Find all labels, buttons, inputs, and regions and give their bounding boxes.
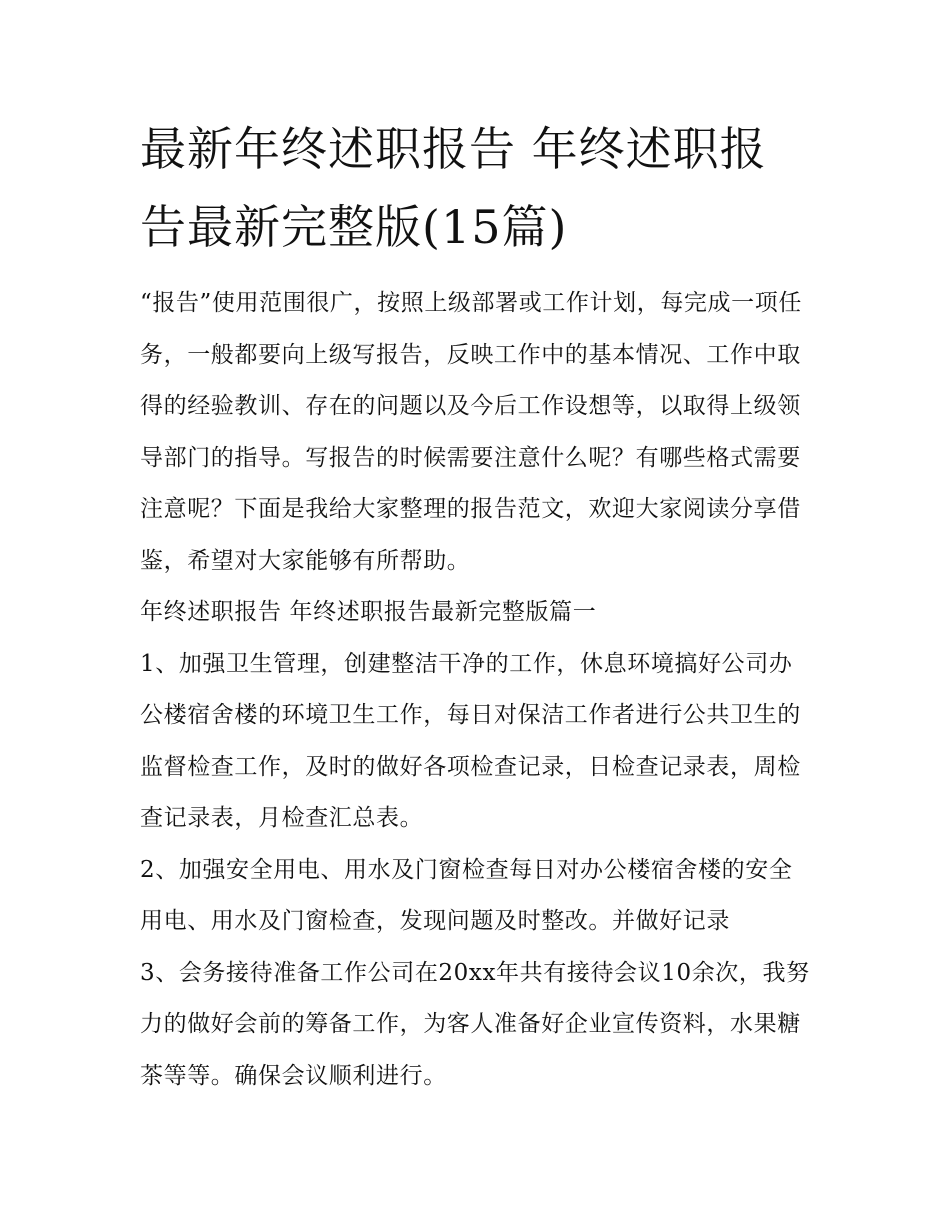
document-body bbox=[140, 278, 810, 1102]
section-heading: 年终述职报告 年终述职报告最新完整版篇一 bbox=[140, 599, 597, 625]
item-paragraph-1: 1、加强卫生管理，创建整洁干净的工作，休息环境搞好公司办公楼宿舍楼的环境卫生工作，每日对保洁工作者进行公共卫生的监督检查工作，及时的做好各项检查记录，日检查记录表，周检查记录表，月检查汇总表。 bbox=[140, 650, 801, 831]
document-title: 最新年终述职报告 年终述职报告最新完整版(15篇) bbox=[140, 122, 767, 254]
intro-paragraph: “报告”使用范围很广，按照上级部署或工作计划，每完成一项任务，一般都要向上级写报告，反映工作中的基本情况、工作中取得的经验教训、存在的问题以及今后工作设想等，以取得上级领导部门的指导。写报告的时候需要注意什么呢？有哪些格式需要注意呢？下面是我给大家整理的报告范文，欢迎大家阅读分享借鉴，希望对大家能够有所帮助。 bbox=[140, 290, 802, 574]
item-paragraph-2: 2、加强安全用电、用水及门窗检查每日对办公楼宿舍楼的安全用电、用水及门窗检查，发现问题及时整改。并做好记录 bbox=[140, 856, 793, 934]
item-paragraph-3: 3、会务接待准备工作公司在20xx年共有接待会议10余次，我努力的做好会前的筹备工作，为客人准备好企业宣传资料，水果糖茶等等。确保会议顺利进行。 bbox=[140, 959, 810, 1089]
